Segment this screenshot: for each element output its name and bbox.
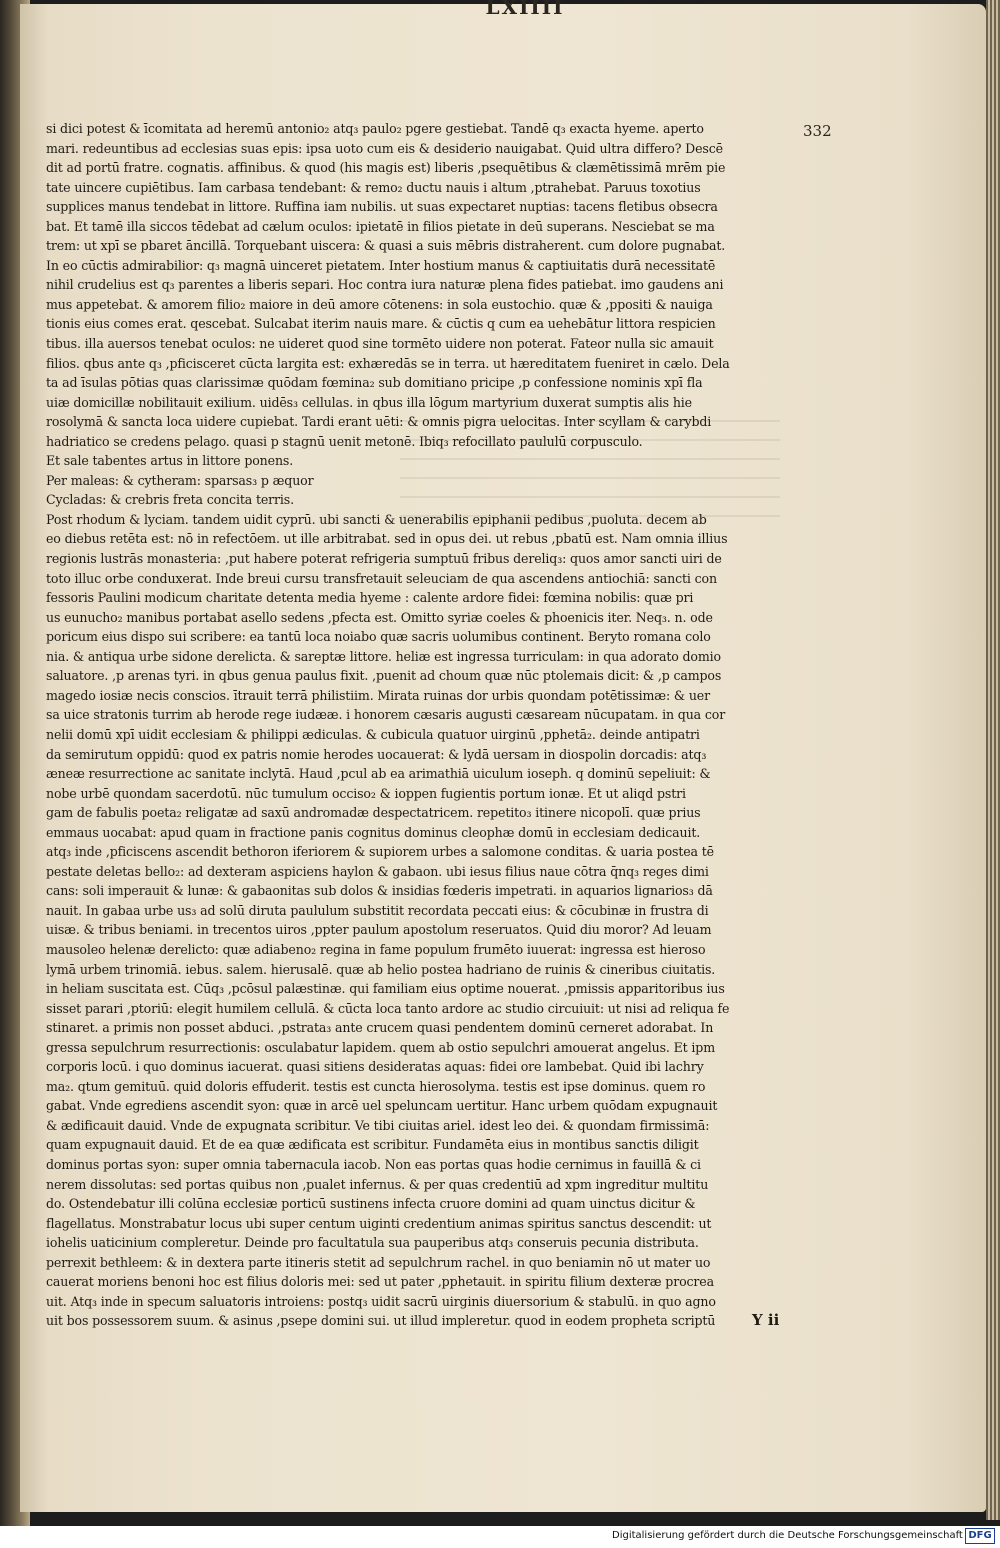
text-line: uisæ. & tribus beniami. in trecentos uiros ,ppter paulum apostolum reseruatos. Quid diu moror? Ad leuam: [46, 922, 712, 938]
text-line: gam de fabulis poeta₂ religatæ ad saxū andromadæ despectatricem. repetito₃ itinere nicopolī. quæ prius: [46, 805, 701, 821]
page-stack-edge: [986, 0, 1000, 1520]
text-line: gressa sepulchrum resurrectionis: osculabatur lapidem. quem ab ostio sepulchri amouerat angelus. Et ipm: [46, 1039, 716, 1055]
text-line: hadriatico se credens pelago. quasi p stagnū uenit metonē. Ibiq₃ refocillato paululū corpusculo.: [46, 433, 643, 449]
text-line: Post rhodum & lyciam. tandem uidit cyprū. ubi sancti & uenerabilis epiphanii pedibus ,puoluta. decem ab: [46, 511, 707, 527]
text-line: iohelis uaticinium compleretur. Deinde pro facultatula sua pauperibus atq₃ conseruis pecunia distributa.: [46, 1235, 699, 1251]
text-line: us eunucho₂ manibus portabat asello sedens ,pfecta est. Omitto syriæ coeles & phoenicis iter. Neq₃. n. ode: [46, 609, 713, 625]
text-line: atq₃ inde ,pficiscens ascendit bethoron iferiorem & supiorem urbes a salomone conditas. & uaria postea tē: [46, 844, 714, 860]
text-line: rosolymā & sancta loca uidere cupiebat. Tardi erant uēti: & omnis pigra uelocitas. Inter scyllam & carybdi: [46, 414, 712, 430]
text-line: da semirutum oppidū: quod ex patris nomie herodes uocauerat: & lydā uersam in diospolin dorcadis: atq₃: [46, 746, 707, 762]
text-line: supplices manus tendebat in littore. Ruffina iam nubilis. ut suas expectaret nuptias: tacens fletibus obsecra: [46, 199, 718, 215]
text-line: tibus. illa auersos tenebat oculos: ne uideret quod sine tormēto uidere non poterat. Fateor nulla sic amauit: [46, 336, 714, 352]
text-line: tionis eius comes erat. qescebat. Sulcabat iterim nauis mare. & cūctis q cum ea uehebātur littora respicien: [46, 316, 716, 332]
text-line: uiæ domicillæ nobilitauit exilium. uidēs₃ cellulas. in qbus illa lōgum martyrium duxerat sumptis alis hie: [46, 394, 692, 410]
text-line: in heliam suscitata est. Cūq₃ ,pcōsul palæstinæ. qui familiam eius optime nouerat. ,pmissis apparitoribus ius: [46, 981, 725, 997]
text-line: pestate deletas bello₂: ad dexteram aspiciens haylon & gabaon. ubi iesus filius naue cōtra q̄nq₃ reges dimi: [46, 863, 709, 879]
text-line: dominus portas syon: super omnia tabernacula iacob. Non eas portas quas hodie cernimus in fauillā & ci: [46, 1156, 701, 1172]
text-line: magedo iosiæ necis conscios. ītrauit terrā philistiim. Mirata ruinas dor urbis quondam potētissimæ: & uer: [46, 687, 710, 703]
text-line: sa uice stratonis turrim ab herode rege iudææ. i honorem cæsaris augusti cæsaream nūcupatam. in qua cor: [46, 707, 726, 723]
text-line: regionis lustrās monasteria: ,put habere poterat refrigeria sumptuū fribus dereliq₃: quos amor sancti uiri de: [46, 551, 722, 567]
text-line: nelii domū xpī uidit ecclesiam & philippi ædiculas. & cubicula quatuor uirginū ,pphetā₂. deinde antipatri: [46, 726, 700, 742]
text-line: nerem dissolutas: sed portas quibus non ,pualet infernus. & per quas credentiū ad xpm ingreditur multitu: [46, 1176, 709, 1192]
text-line: bat. Et tamē illa siccos tēdebat ad cælum oculos: ipietatē in filios pietate in deū superans. Nesciebat se ma: [46, 218, 715, 234]
footer-credit: Digitalisierung gefördert durch die Deutsche Forschungsgemeinschaft: [612, 1530, 963, 1541]
text-line: mausoleo helenæ derelicto: quæ adiabeno₂ regina in fame populum frumēto iuuerat: ingressa est hieroso: [46, 941, 706, 957]
text-line: Per maleas: & cytheram: sparsas₃ p æquor: [46, 472, 314, 488]
text-line: & ædificauit dauid. Vnde de expugnata scribitur. Ve tibi ciuitas ariel. idest leo dei. & quondam firmissimā:: [46, 1117, 710, 1133]
text-line: trem: ut xpī se pbaret āncillā. Torquebant uiscera: & quasi a suis mēbris distraherent. cum dolore pugnabat.: [46, 238, 726, 254]
text-line: perrexit bethleem: & in dextera parte itineris stetit ad sepulchrum rachel. in quo beniamin nō ut mater uo: [46, 1254, 711, 1270]
folio-number: 332: [803, 122, 832, 140]
text-line: tate uincere cupiētibus. Iam carbasa tendebant: & remo₂ ductu nauis i altum ,ptrahebat. Paruus toxotius: [46, 179, 701, 195]
text-line: stinaret. a primis non posset abduci. ,pstrata₃ ante crucem quasi pendentem dominū cerneret adorabat. In: [46, 1020, 714, 1036]
signature-mark: Y ii: [752, 1311, 780, 1329]
text-line: uit. Atq₃ inde in specum saluatoris introiens: postq₃ uidit sacrū uirginis diuersorium & stabulū. in quo agno: [46, 1293, 716, 1309]
text-line: mari. redeuntibus ad ecclesias suas epis: ipsa uoto cum eis & desiderio nauigabat. Quid ultra differo? Descē: [46, 140, 723, 156]
text-line: flagellatus. Monstrabatur locus ubi super centum uiginti credentium animas spiritus sanctus descendit: ut: [46, 1215, 712, 1231]
text-line: saluatore. ,p arenas tyri. in qbus genua paulus fixit. ,puenit ad choum quæ nūc ptolemais dicit: & ,p campos: [46, 668, 722, 684]
text-line: Cycladas: & crebris freta concita terris.: [46, 492, 294, 508]
text-line: eo diebus retēta est: nō in refectōem. ut ille arbitrabat. sed in opus dei. ut rebus ,pbatū est. Nam omnia illius: [46, 531, 728, 547]
text-line: dit ad portū fratre. cognatis. affinibus. & quod (his magis est) liberis ,psequētibus & clæmētissimā mrēm pie: [46, 160, 726, 176]
text-line: cans: soli imperauit & lunæ: & gabaonitas sub dolos & insidias fœderis impetrati. in aquarios lignarios₃ dā: [46, 883, 713, 899]
text-line: uit bos possessorem suum. & asinus ,psepe domini sui. ut illud impleretur. quod in eodem propheta scriptū: [46, 1313, 716, 1329]
text-line: si dici potest & īcomitata ad heremū antonio₂ atq₃ paulo₂ pgere gestiebat. Tandē q₃ exacta hyeme. aperto: [46, 121, 704, 136]
text-line: lymā urbem trinomiā. iebus. salem. hierusalē. quæ ab helio postea hadriano de ruinis & cineribus ciuitatis.: [46, 961, 716, 977]
running-header-fragment: LXIIII: [485, 0, 565, 14]
dfg-logo: DFG: [965, 1528, 995, 1544]
text-line: do. Ostendebatur illi colūna ecclesiæ porticū sustinens infecta cruore domini ad quam uinctus dicitur &: [46, 1196, 696, 1212]
text-line: filios. qbus ante q₃ ,pficisceret cūcta largita est: exhæredās se in terra. ut hæreditatem fueniret in cælo. Dela: [46, 355, 730, 371]
text-line: poricum eius dispo sui scribere: ea tantū loca noiabo quæ sacris uolumibus continent. Beryto romana colo: [46, 629, 711, 645]
text-line: toto illuc orbe conduxerat. Inde breui cursu transfretauit seleuciam de qua ascendens antiochiā: sancti con: [46, 570, 717, 586]
text-line: quam expugnauit dauid. Et de ea quæ ædificata est scribitur. Fundamēta eius in montibus sanctis diligit: [46, 1137, 699, 1153]
text-line: fessoris Paulini modicum charitate detenta media hyeme : calente ardore fidei: fœmina nobilis: quæ pri: [46, 590, 694, 606]
text-line: Et sale tabentes artus in littore ponens.: [46, 453, 294, 469]
text-line: nauit. In gabaa urbe us₃ ad solū diruta paululum substitit recordata peccati eius: & cōcubinæ in frustra di: [46, 902, 709, 918]
text-line: cauerat moriens benoni hoc est filius doloris mei: sed ut pater ,pphetauit. in spiritu filium dexteræ procrea: [46, 1274, 714, 1290]
text-line: sisset parari ,ptoriū: elegit humilem cellulā. & cūcta loca tanto ardore ac studio circuiuit: ut nisi ad reliqua fe: [46, 1000, 730, 1016]
text-line: æneæ resurrectione ac sanitate inclytā. Haud ,pcul ab ea arimathiā uiculum ioseph. q dominū sepeliuit: &: [46, 766, 711, 782]
text-line: emmaus uocabat: apud quam in fractione panis cognitus dominus cleophæ domū in ecclesiam dedicauit.: [46, 824, 701, 840]
text-line: ta ad īsulas pōtias quas clarissimæ quōdam fœmina₂ sub domitiano pricipe ,p confessione nominis xpī fla: [46, 375, 703, 391]
text-line: corporis locū. i quo dominus iacuerat. quasi sitiens desideratas aquas: fidei ore lambebat. Quid ibi lachry: [46, 1059, 704, 1075]
text-line: ma₂. qtum gemituū. quid doloris effuderit. testis est cuncta hierosolyma. testis est ipse dominus. quem ro: [46, 1078, 706, 1094]
text-column: [46, 119, 812, 1331]
text-line: gabat. Vnde egrediens ascendit syon: quæ in arcē uel speluncam uertitur. Hanc urbem quōdam expugnauit: [46, 1098, 718, 1114]
text-line: In eo cūctis admirabilior: q₃ magnā uinceret pietatem. Inter hostium manus & captiuitatis durā necessitatē: [46, 257, 716, 273]
text-line: nihil crudelius est q₃ parentes a liberis separi. Hoc contra iura naturæ plena fides patiebat. imo gaudens ani: [46, 277, 724, 293]
text-line: nobe urbē quondam sacerdotū. nūc tumulum occiso₂ & ioppen fugientis portum ionæ. Et ut aliqd pstri: [46, 785, 686, 801]
text-line: mus appetebat. & amorem filio₂ maiore in deū amore cōtenens: in sola eustochio. quæ & ,ppositi & nauiga: [46, 296, 713, 312]
text-line: nia. & antiqua urbe sidone derelicta. & sareptæ littore. heliæ est ingressa turriculam: in qua adorato domio: [46, 648, 721, 664]
